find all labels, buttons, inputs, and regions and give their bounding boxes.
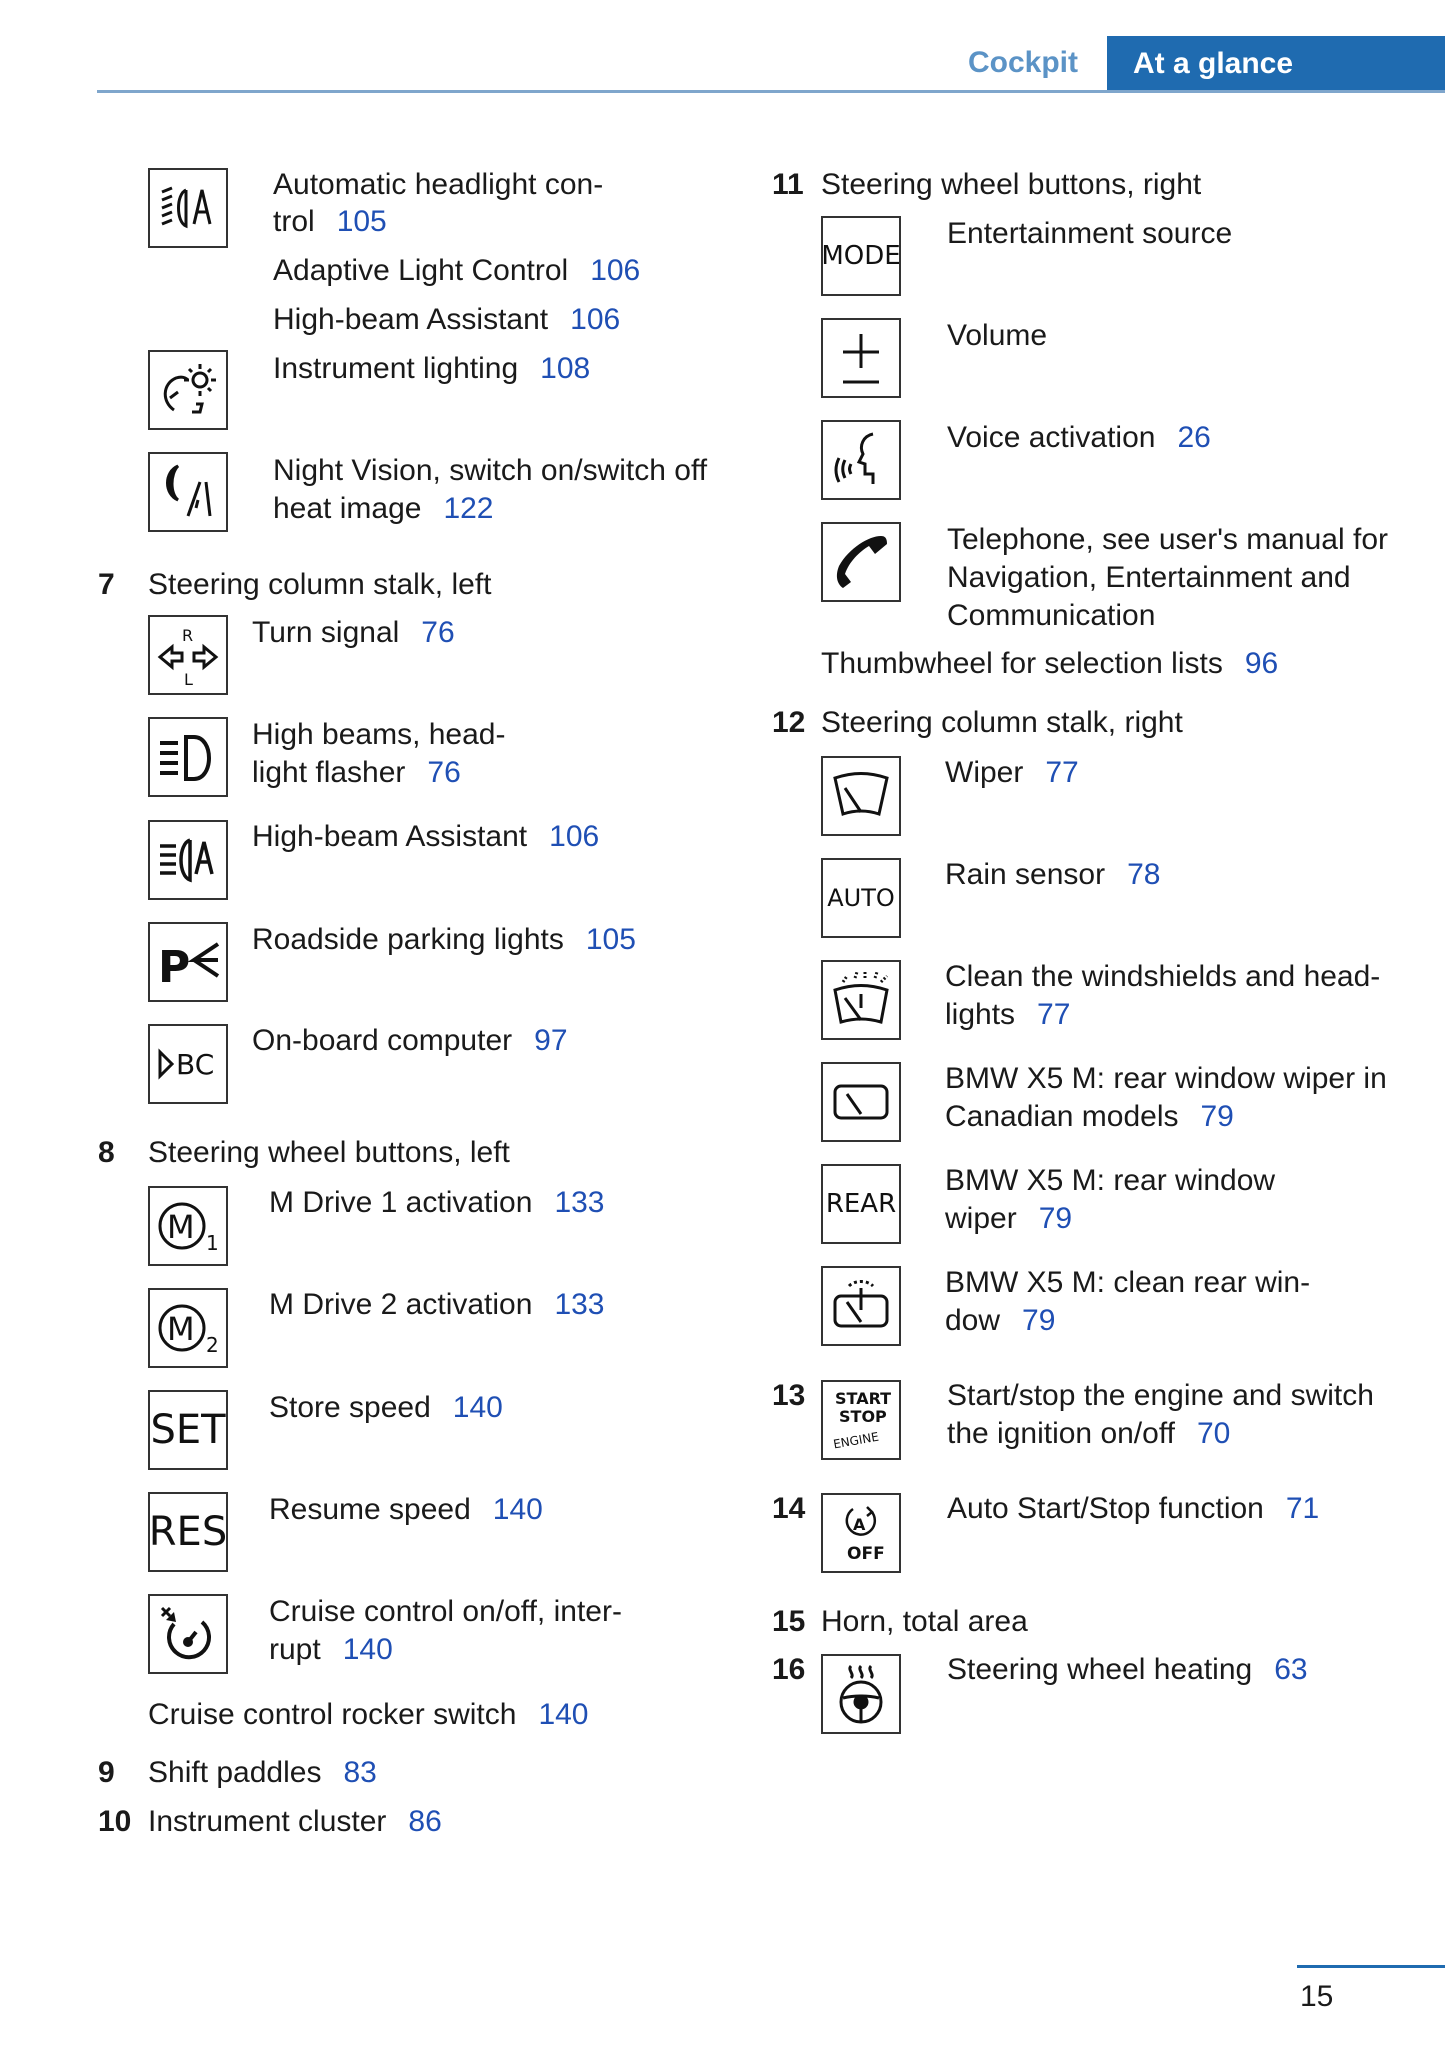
section-line (148, 1754, 377, 1792)
section-number: 14 (772, 1492, 806, 1525)
page-ref-link[interactable]: 76 (427, 756, 461, 789)
page-ref-link[interactable]: 71 (1285, 1492, 1320, 1525)
page-ref-link[interactable]: 122 (443, 492, 494, 525)
section-text: Shift paddles (148, 1756, 322, 1789)
wiper-icon (821, 756, 901, 836)
light-item-text: Night Vision, switch on/switch off (273, 454, 708, 487)
footer-divider (1297, 1965, 1445, 1968)
wheel-item-line (269, 1491, 543, 1529)
stalk-item-text: BMW X5 M: rear window (945, 1164, 1276, 1197)
stalk-item-text2: Canadian models (945, 1100, 1179, 1133)
section-text: Auto Start/Stop function (947, 1492, 1264, 1525)
stalk-item-line (945, 856, 1160, 894)
page-ref-link[interactable]: 106 (570, 303, 621, 336)
section-title: Steering column stalk, left (148, 568, 492, 601)
section-text: Instrument cluster (148, 1805, 387, 1838)
section-text2: the ignition on/off (947, 1417, 1175, 1450)
automatic-headlight-icon (148, 168, 228, 248)
telephone-icon (821, 522, 901, 602)
rear-icon: REAR (821, 1164, 901, 1244)
stalk-item-text: On-board computer (252, 1024, 513, 1057)
section-number: 13 (772, 1379, 806, 1412)
stalk-item-text2: lights (945, 998, 1016, 1031)
stalk-item-text: Roadside parking lights (252, 923, 564, 956)
light-item-text2: trol (273, 205, 315, 238)
page-ref-link[interactable]: 105 (336, 205, 387, 238)
page-ref-link[interactable]: 70 (1196, 1417, 1231, 1450)
voice-activation-icon (821, 420, 901, 500)
stalk-item-line (945, 1302, 1055, 1340)
svg-text:P: P (158, 942, 191, 993)
header-tab: At a glance (1107, 36, 1445, 93)
wheel-item-text: Telephone, see user's manual for (947, 523, 1388, 556)
stalk-item-line (945, 1200, 1072, 1238)
stalk-item-line (252, 921, 636, 959)
section-title: Steering wheel buttons, right (821, 168, 1202, 201)
wheel-item-text3: Communication (947, 599, 1156, 632)
stalk-item-line (945, 1098, 1234, 1136)
section-line (148, 1803, 442, 1841)
stalk-item-line (252, 1022, 568, 1060)
wheel-item-text: Voice activation (947, 421, 1156, 454)
volume-icon (821, 318, 901, 398)
section-number: 9 (98, 1756, 115, 1789)
m-drive-1-icon (148, 1186, 228, 1266)
svg-text:ENGINE: ENGINE (832, 1429, 880, 1452)
stalk-item-text: Turn signal (252, 616, 400, 649)
stalk-item-text2: wiper (945, 1202, 1017, 1235)
wheel-item-text: Resume speed (269, 1493, 471, 1526)
high-beam-icon (148, 717, 228, 797)
page-ref-link[interactable]: 105 (585, 923, 636, 956)
page-number: 15 (1300, 1980, 1334, 2013)
page-ref-link[interactable]: 86 (408, 1805, 442, 1838)
svg-text:BC: BC (176, 1048, 215, 1081)
section-footer-line (148, 1696, 589, 1734)
svg-text:STOP: STOP (839, 1407, 887, 1426)
stalk-item-line (252, 818, 599, 856)
set-icon: SET (148, 1390, 228, 1470)
page-ref-link[interactable]: 140 (492, 1493, 543, 1526)
page-ref-link[interactable]: 97 (534, 1024, 568, 1057)
light-item-text: Instrument lighting (273, 352, 519, 385)
light-item-line (273, 252, 640, 290)
section-line (947, 1490, 1319, 1528)
section-text: Horn, total area (821, 1605, 1028, 1638)
wheel-item-line (947, 419, 1211, 457)
light-item-line (273, 203, 387, 241)
instrument-lighting-icon (148, 350, 228, 430)
section-number: 11 (772, 168, 804, 201)
svg-text:START: START (835, 1389, 892, 1408)
rear-washer-icon (821, 1266, 901, 1346)
wheel-item-line (269, 1286, 605, 1324)
onboard-computer-icon (148, 1024, 228, 1104)
page-ref-link[interactable]: 77 (1045, 756, 1079, 789)
section-footer-text: Thumbwheel for selection lists (821, 647, 1223, 680)
page-ref-link[interactable]: 106 (590, 254, 641, 287)
auto-icon: AUTO (821, 858, 901, 938)
section-number: 8 (98, 1136, 115, 1169)
stalk-item-text: BMW X5 M: rear window wiper in (945, 1062, 1387, 1095)
light-item-text: High-beam Assistant (273, 303, 549, 336)
wheel-item-text2: Navigation, Entertainment and (947, 561, 1351, 594)
light-item-text: Adaptive Light Control (273, 254, 569, 287)
light-item-text: Automatic headlight con- (273, 168, 604, 201)
rear-wiper-icon (821, 1062, 901, 1142)
wheel-item-text: M Drive 1 activation (269, 1186, 533, 1219)
header-section-title: Cockpit (968, 46, 1079, 79)
wheel-item-line (269, 1631, 393, 1669)
svg-text:R: R (182, 626, 194, 645)
wheel-item-line (269, 1389, 503, 1427)
light-item-line (273, 350, 590, 388)
stalk-item-text: Clean the windshields and head- (945, 960, 1381, 993)
page-ref-link[interactable]: 76 (421, 616, 455, 649)
svg-text:A: A (853, 1515, 866, 1534)
stalk-item-line (945, 996, 1070, 1034)
light-item-line (273, 301, 620, 339)
res-icon: RES (148, 1492, 228, 1572)
section-footer-line (821, 645, 1278, 683)
page-ref-link[interactable]: 79 (1038, 1202, 1073, 1235)
night-vision-icon (148, 452, 228, 532)
section-number: 7 (98, 568, 115, 601)
section-footer-text: Cruise control rocker switch (148, 1698, 517, 1731)
svg-text:M: M (167, 1310, 195, 1348)
page-ref-link[interactable]: 78 (1127, 858, 1161, 891)
section-line (947, 1651, 1308, 1689)
parking-lights-icon (148, 922, 228, 1002)
wheel-item-text: Cruise control on/off, inter- (269, 1595, 622, 1628)
stalk-item-line (252, 754, 461, 792)
wheel-item-text: Volume (947, 319, 1048, 352)
stalk-item-text: Rain sensor (945, 858, 1106, 891)
page-ref-link[interactable]: 108 (540, 352, 591, 385)
svg-text:M: M (167, 1208, 195, 1246)
stalk-item-text: High beams, head- (252, 718, 506, 751)
section-number: 10 (98, 1805, 132, 1838)
page-ref-link[interactable]: 77 (1037, 998, 1071, 1031)
section-number: 12 (772, 706, 806, 739)
svg-text:1: 1 (206, 1231, 219, 1255)
page-ref-link[interactable]: 63 (1274, 1653, 1308, 1686)
auto-start-stop-off-icon (821, 1493, 901, 1573)
light-item-line (273, 490, 494, 528)
svg-text:2: 2 (206, 1333, 219, 1357)
page-ref-link[interactable]: 26 (1177, 421, 1211, 454)
start-stop-icon (821, 1380, 901, 1460)
page-ref-link[interactable]: 83 (343, 1756, 377, 1789)
stalk-item-text2: dow (945, 1304, 1001, 1337)
stalk-item-line (252, 614, 455, 652)
m-drive-2-icon (148, 1288, 228, 1368)
high-beam-assistant-icon (148, 820, 228, 900)
section-text: Steering wheel heating (947, 1653, 1253, 1686)
wheel-item-line (269, 1184, 605, 1222)
cruise-control-icon (148, 1594, 228, 1674)
mode-icon: MODE (821, 216, 901, 296)
section-number: 16 (772, 1653, 806, 1686)
stalk-item-text: High-beam Assistant (252, 820, 528, 853)
section-title: Steering column stalk, right (821, 706, 1183, 739)
page-ref-link[interactable]: 140 (342, 1633, 393, 1666)
page-ref-link[interactable]: 133 (554, 1186, 605, 1219)
svg-text:OFF: OFF (847, 1544, 885, 1564)
section-title: Steering wheel buttons, left (148, 1136, 510, 1169)
section-line (947, 1415, 1230, 1453)
page-ref-link[interactable]: 140 (538, 1698, 589, 1731)
stalk-item-text2: light flasher (252, 756, 406, 789)
page-ref-link[interactable]: 96 (1244, 647, 1279, 680)
stalk-item-text: Wiper (945, 756, 1024, 789)
page-ref-link[interactable]: 106 (549, 820, 600, 853)
steering-wheel-heating-icon (821, 1654, 901, 1734)
turn-signal-icon (148, 615, 228, 695)
page-ref-link[interactable]: 79 (1022, 1304, 1056, 1337)
wheel-item-text: Entertainment source (947, 217, 1233, 250)
light-item-text2: heat image (273, 492, 422, 525)
page-ref-link[interactable]: 140 (452, 1391, 503, 1424)
page-ref-link[interactable]: 79 (1200, 1100, 1234, 1133)
stalk-item-text: BMW X5 M: clean rear win- (945, 1266, 1311, 1299)
stalk-item-line (945, 754, 1079, 792)
wheel-item-text: M Drive 2 activation (269, 1288, 533, 1321)
header-divider (97, 90, 1445, 93)
page-ref-link[interactable]: 133 (554, 1288, 605, 1321)
wheel-item-text2: rupt (269, 1633, 321, 1666)
section-text: Start/stop the engine and switch (947, 1379, 1374, 1412)
section-number: 15 (772, 1605, 806, 1638)
svg-text:L: L (184, 670, 193, 687)
wheel-item-text: Store speed (269, 1391, 431, 1424)
washer-icon (821, 960, 901, 1040)
